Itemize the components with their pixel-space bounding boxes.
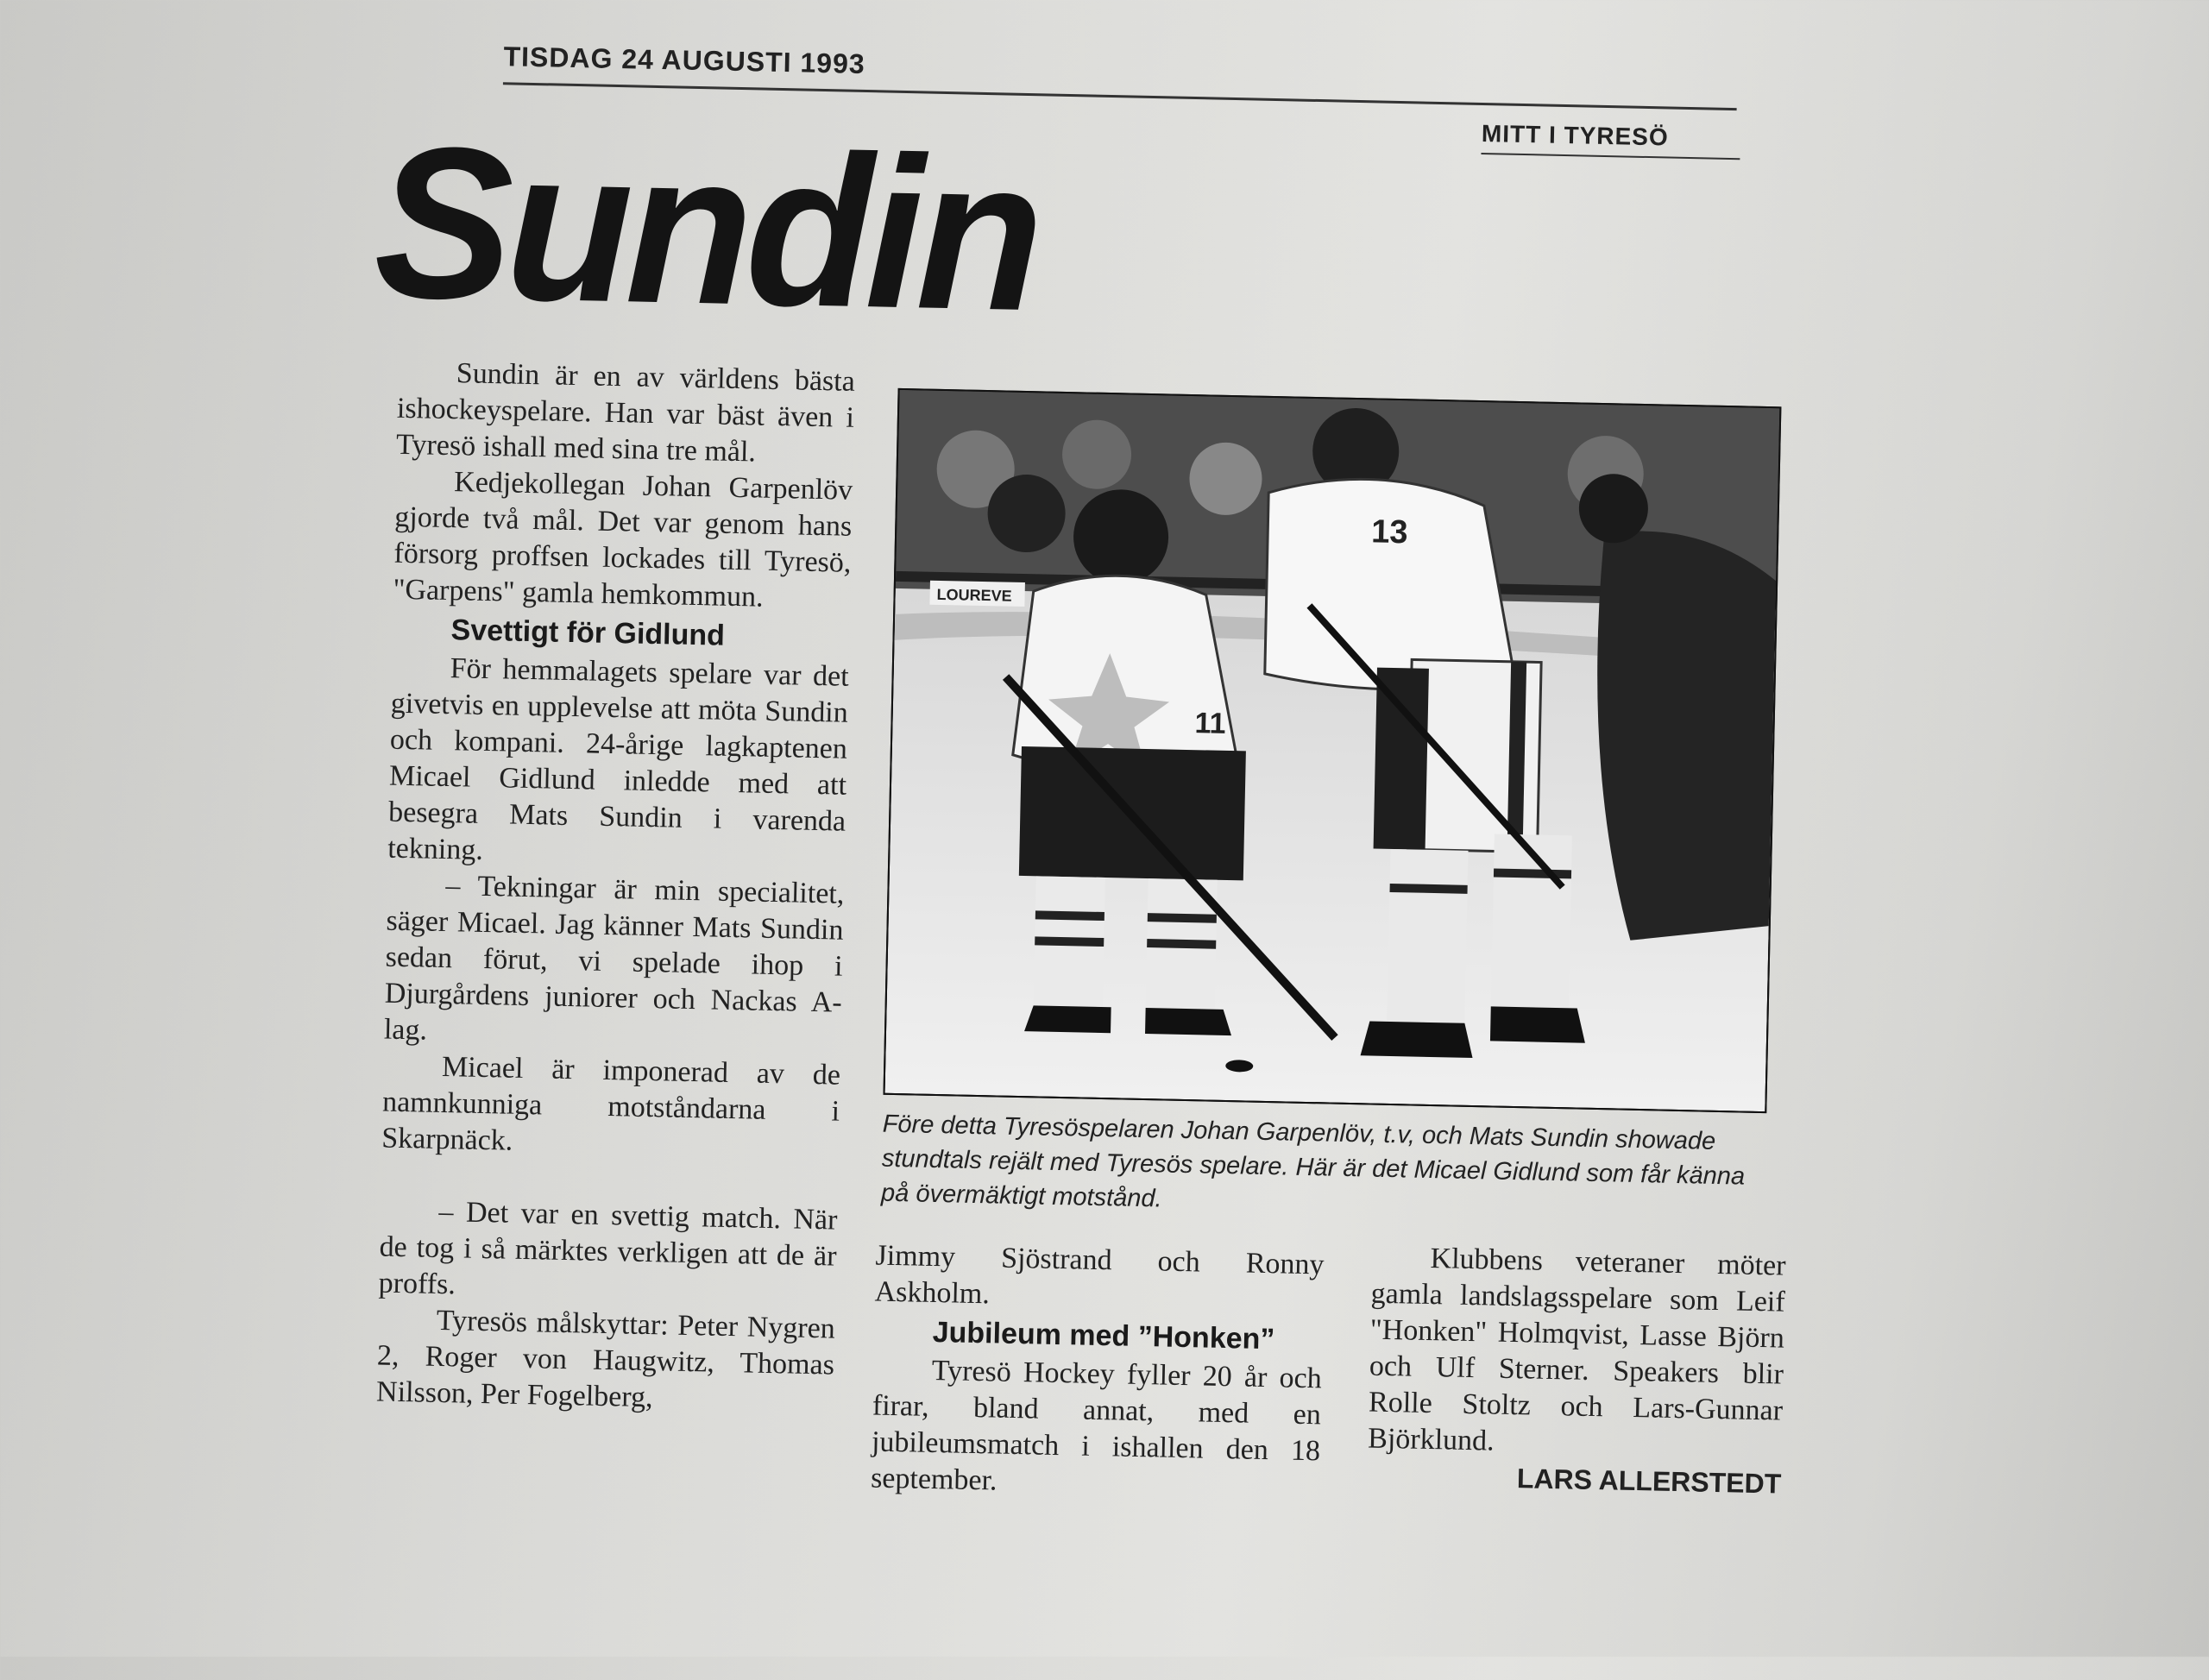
photo-caption: Före detta Tyresöspelaren Johan Garpenlöv, t.v, och Mats Sundin showade stundtals rejält med Tyresös spelare. Här är det Micael Gidlund som får känna på övermäktigt motstånd. [880,1110,1746,1213]
header-rule [503,82,1737,110]
paragraph: Jimmy Sjöstrand och Ronny Askholm. [874,1239,1325,1311]
paragraph: Sundin är en av världens bästa ishockeyspelare. Han var bäst även i Tyresö ishall med sina tre mål. [395,357,856,469]
subheading: Jubileum med ”Honken” [932,1315,1275,1356]
subheading: Svettigt för Gidlund [450,613,726,652]
paragraph: För hemmalagets spelare var det givetvis en upplevelse att möta Sundin och kompani. 24-årige lagkaptenen Micael Gidlund inledde med att besegra Mats Sundin i varenda tekning. [387,652,850,866]
paragraph: Tyresös målskyttar: Peter Nygren 2, Roger von Haugwitz, Thomas Nilsson, Per Fogelberg, [375,1304,836,1414]
hockey-photo [883,388,1781,1113]
paragraph: – Tekningar är min specialitet, säger Micael. Jag känner Mats Sundin sedan förut, vi spelade ihop i Djurgårdens juniorer och Nackas A-lag. [383,870,845,1047]
paragraph: Micael är imponerad av de namnkunniga motståndarna i Skarpnäck. [381,1050,841,1157]
jersey-number-2: 11 [1194,707,1226,740]
paragraph: Tyresö Hockey fyller 20 år och firar, bland annat, med en jubileumsmatch i ishallen den 18 september. [870,1354,1323,1497]
headline: Sundin [372,101,1040,356]
column-1 [376,355,856,1420]
section-name: MITT I TYRESÖ [1481,119,1670,151]
column-2 [871,1238,1325,1507]
paragraph: Kedjekollegan Johan Garpenlöv gjorde två mål. Det var genom hans försorg proffsen lockades till Tyresö, "Garpens" gamla hemkommun. [393,466,853,613]
section-rule [1481,153,1740,160]
jersey-number: 13 [1370,513,1408,551]
paragraph: – Det var en svettig match. När de tog i så märktes verkligen att de är proffs. [378,1195,838,1301]
hockey-photo-illustration [885,390,1780,1111]
byline: LARS ALLERSTEDT [1516,1463,1782,1500]
page-date: TISDAG 24 AUGUSTI 1993 [503,41,866,79]
paragraph: Klubbens veteraner möter gamla landslagsspelare som Leif "Honken" Holmqvist, Lasse Björn och Ulf Sterner. Speakers blir Rolle Stoltz och Lars-Gunnar Björklund. [1367,1243,1786,1457]
column-3 [1367,1240,1786,1502]
rink-ad-text: LOUREVE [936,585,1012,605]
